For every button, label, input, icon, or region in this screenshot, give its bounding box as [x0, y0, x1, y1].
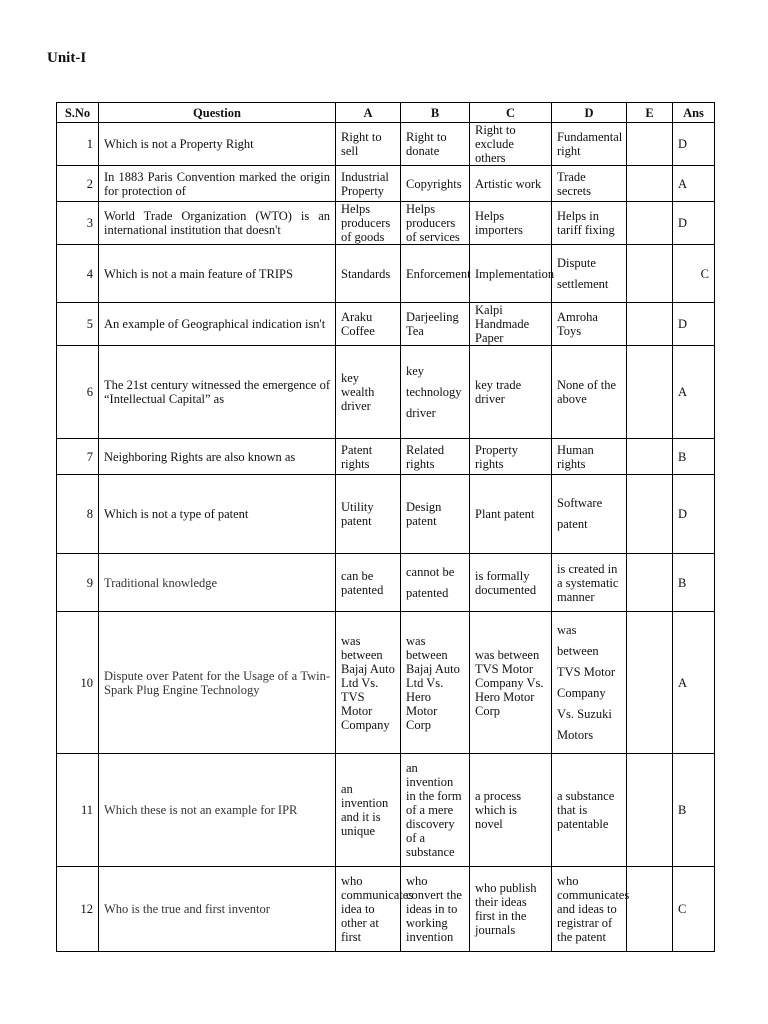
option-a: was between Bajaj Auto Ltd Vs. TVS Motor Company [336, 612, 401, 754]
row-question: The 21st century witnessed the emergence of “Intellectual Capital” as [99, 346, 336, 439]
option-b: key technology driver [401, 346, 470, 439]
row-question: Which these is not an example for IPR [99, 754, 336, 867]
row-answer: A [673, 346, 715, 439]
option-c: was between TVS Motor Company Vs. Hero Motor Corp [470, 612, 552, 754]
table-row [57, 439, 715, 475]
row-sno: 7 [57, 439, 99, 475]
option-d: Trade secrets [552, 166, 627, 202]
option-e [627, 554, 673, 612]
option-d: Amroha Toys [552, 303, 627, 346]
option-e [627, 202, 673, 245]
option-e [627, 612, 673, 754]
option-a: Industrial Property [336, 166, 401, 202]
option-a: Patent rights [336, 439, 401, 475]
row-question: Which is not a Property Right [99, 123, 336, 166]
row-question: Who is the true and first inventor [99, 867, 336, 952]
option-b: Design patent [401, 475, 470, 554]
option-d: None of the above [552, 346, 627, 439]
option-b: Helps producers of services [401, 202, 470, 245]
option-d: Fundamental right [552, 123, 627, 166]
row-question: An example of Geographical indication isn't [99, 303, 336, 346]
header-c: C [470, 103, 552, 123]
row-answer: D [673, 475, 715, 554]
row-sno: 4 [57, 245, 99, 303]
table-row [57, 245, 715, 303]
option-a: Helps producers of goods [336, 202, 401, 245]
table-row [57, 166, 715, 202]
option-b: an invention in the form of a mere discovery of a substance [401, 754, 470, 867]
option-d: Software patent [552, 475, 627, 554]
option-a: who communicates idea to other at first [336, 867, 401, 952]
row-sno: 1 [57, 123, 99, 166]
option-d: Helps in tariff fixing [552, 202, 627, 245]
row-sno: 6 [57, 346, 99, 439]
option-c: Artistic work [470, 166, 552, 202]
option-a: key wealth driver [336, 346, 401, 439]
row-sno: 11 [57, 754, 99, 867]
option-a: Right to sell [336, 123, 401, 166]
table-row [57, 475, 715, 554]
table-row [57, 554, 715, 612]
table-row [57, 612, 715, 754]
option-b: who convert the ideas in to working invention [401, 867, 470, 952]
row-sno: 8 [57, 475, 99, 554]
table-row [57, 303, 715, 346]
header-row [57, 103, 715, 123]
option-c: Kalpi Handmade Paper [470, 303, 552, 346]
row-question: In 1883 Paris Convention marked the origin for protection of [99, 166, 336, 202]
option-a: Utility patent [336, 475, 401, 554]
row-answer: B [673, 554, 715, 612]
row-question: Which is not a main feature of TRIPS [99, 245, 336, 303]
row-answer: C [673, 867, 715, 952]
option-c: Property rights [470, 439, 552, 475]
row-question: Neighboring Rights are also known as [99, 439, 336, 475]
row-question: Which is not a type of patent [99, 475, 336, 554]
option-b: was between Bajaj Auto Ltd Vs. Hero Motor Corp [401, 612, 470, 754]
table-row [57, 754, 715, 867]
row-answer: D [673, 303, 715, 346]
table-row [57, 202, 715, 245]
option-e [627, 475, 673, 554]
row-answer: D [673, 123, 715, 166]
row-question: Traditional knowledge [99, 554, 336, 612]
option-c: Right to exclude others [470, 123, 552, 166]
option-b: cannot be patented [401, 554, 470, 612]
option-c: a process which is novel [470, 754, 552, 867]
option-a: can be patented [336, 554, 401, 612]
header-ans: Ans [673, 103, 715, 123]
option-b: Related rights [401, 439, 470, 475]
option-d: was between TVS Motor Company Vs. Suzuki Motors [552, 612, 627, 754]
option-e [627, 439, 673, 475]
option-e [627, 245, 673, 303]
option-e [627, 303, 673, 346]
mcq-table [56, 102, 715, 952]
header-question: Question [99, 103, 336, 123]
row-answer: D [673, 202, 715, 245]
row-answer: B [673, 754, 715, 867]
option-a: Araku Coffee [336, 303, 401, 346]
option-c: Implementation [470, 245, 552, 303]
option-c: Helps importers [470, 202, 552, 245]
table-row [57, 867, 715, 952]
option-a: Standards [336, 245, 401, 303]
option-d: is created in a systematic manner [552, 554, 627, 612]
row-answer: C [673, 245, 715, 303]
option-b: Enforcement [401, 245, 470, 303]
option-e [627, 166, 673, 202]
row-sno: 9 [57, 554, 99, 612]
row-answer: A [673, 166, 715, 202]
table-row [57, 346, 715, 439]
option-e [627, 754, 673, 867]
row-sno: 5 [57, 303, 99, 346]
row-question: Dispute over Patent for the Usage of a Twin-Spark Plug Engine Technology [99, 612, 336, 754]
option-c: is formally documented [470, 554, 552, 612]
option-d: who communicates and ideas to registrar of the patent [552, 867, 627, 952]
header-b: B [401, 103, 470, 123]
option-e [627, 867, 673, 952]
table-row [57, 123, 715, 166]
row-sno: 3 [57, 202, 99, 245]
option-b: Darjeeling Tea [401, 303, 470, 346]
option-c: key trade driver [470, 346, 552, 439]
option-b: Right to donate [401, 123, 470, 166]
option-b: Copyrights [401, 166, 470, 202]
option-d: a substance that is patentable [552, 754, 627, 867]
option-d: Dispute settlement [552, 245, 627, 303]
option-d: Human rights [552, 439, 627, 475]
header-sno: S.No [57, 103, 99, 123]
header-a: A [336, 103, 401, 123]
page-title: Unit-I [47, 50, 87, 66]
row-sno: 2 [57, 166, 99, 202]
header-d: D [552, 103, 627, 123]
option-c: who publish their ideas first in the journals [470, 867, 552, 952]
option-a: an invention and it is unique [336, 754, 401, 867]
header-e: E [627, 103, 673, 123]
option-c: Plant patent [470, 475, 552, 554]
row-sno: 10 [57, 612, 99, 754]
row-answer: B [673, 439, 715, 475]
option-e [627, 346, 673, 439]
row-question: World Trade Organization (WTO) is an international institution that doesn't [99, 202, 336, 245]
row-sno: 12 [57, 867, 99, 952]
row-answer: A [673, 612, 715, 754]
option-e [627, 123, 673, 166]
